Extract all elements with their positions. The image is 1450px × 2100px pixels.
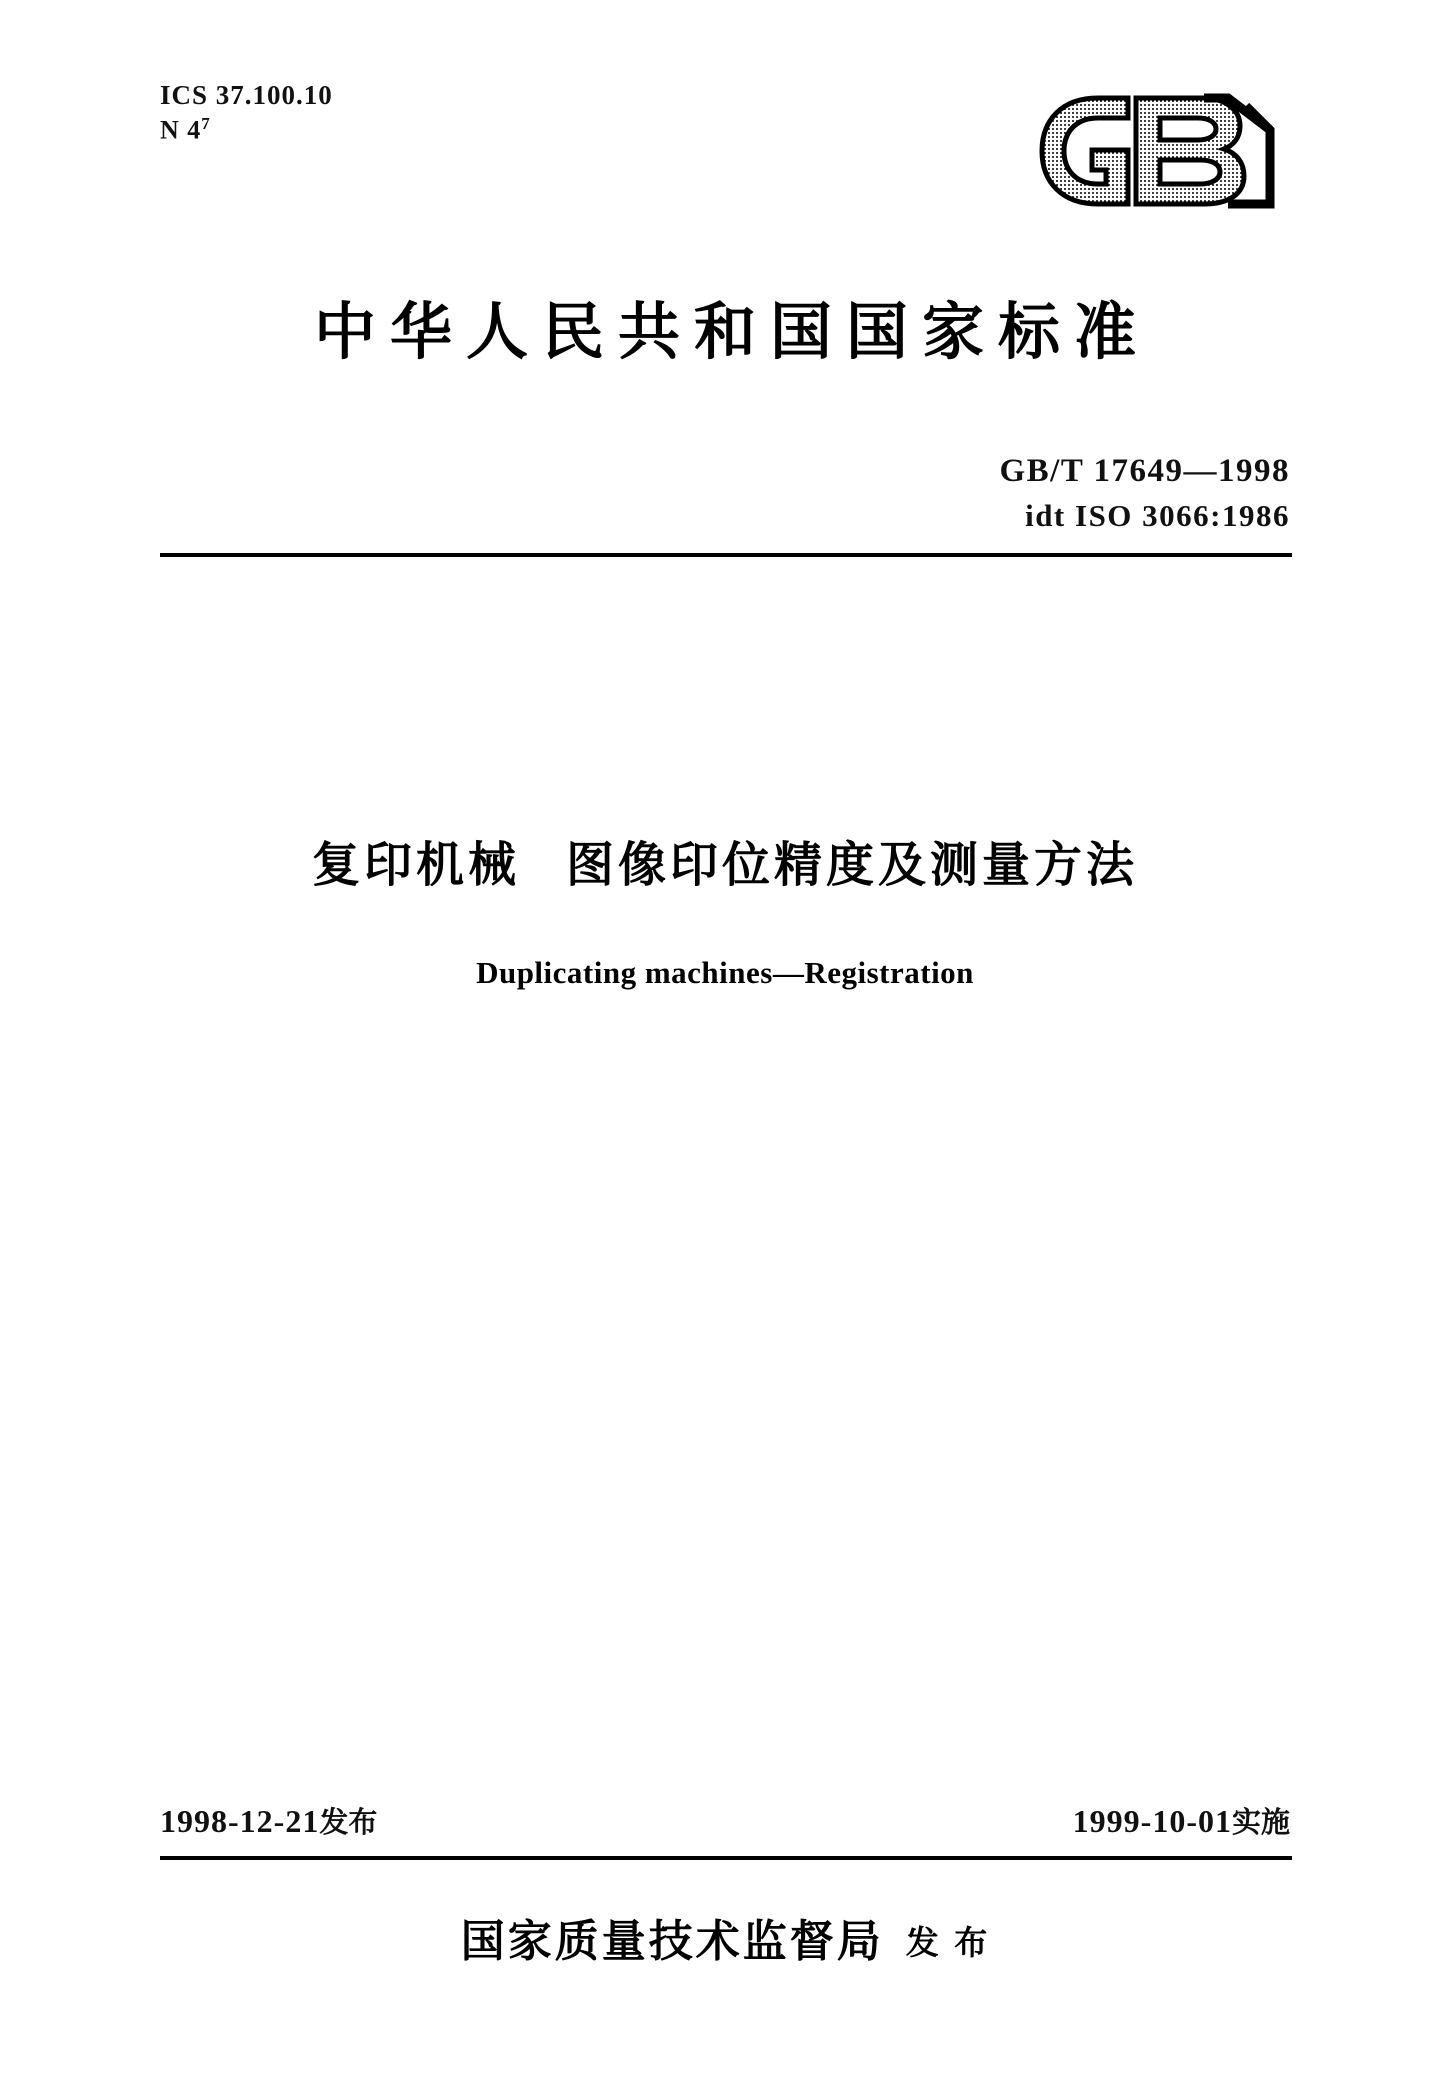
publisher-action: 发 布	[905, 1923, 990, 1962]
publisher-name: 国家质量技术监督局	[460, 1916, 884, 1967]
document-title-en: Duplicating machines—Registration	[476, 955, 974, 990]
china-standard-classification-code: N $4^7$	[160, 114, 211, 145]
publisher-block	[0, 1905, 1450, 1969]
page-title: 中华人民共和国国家标准	[313, 295, 1150, 368]
classification-codes	[160, 78, 333, 148]
standard-number-block	[999, 448, 1290, 538]
effective-date	[1073, 1800, 1290, 1841]
document-title-cn-part1: 复印机械	[311, 837, 520, 893]
footer-divider	[160, 1856, 1292, 1860]
gb-logo-icon	[1032, 92, 1292, 210]
issue-date-label: 发布	[319, 1805, 378, 1839]
document-title-cn	[0, 826, 1450, 895]
document-title-cn-part2: 图像印位精度及测量方法	[566, 837, 1139, 893]
equivalent-international-standard: idt ISO 3066:1986	[1025, 498, 1290, 534]
standard-number: GB/T 17649—1998	[999, 453, 1290, 489]
issue-date-value: 1998-12-21	[160, 1803, 320, 1839]
header-divider	[160, 553, 1292, 557]
classification-code-superscript: 7	[201, 114, 211, 134]
effective-date-label: 实施	[1231, 1805, 1290, 1839]
issue-date	[160, 1800, 377, 1841]
effective-date-value: 1999-10-01	[1072, 1803, 1232, 1839]
ics-code: ICS 37.100.10	[160, 80, 333, 110]
